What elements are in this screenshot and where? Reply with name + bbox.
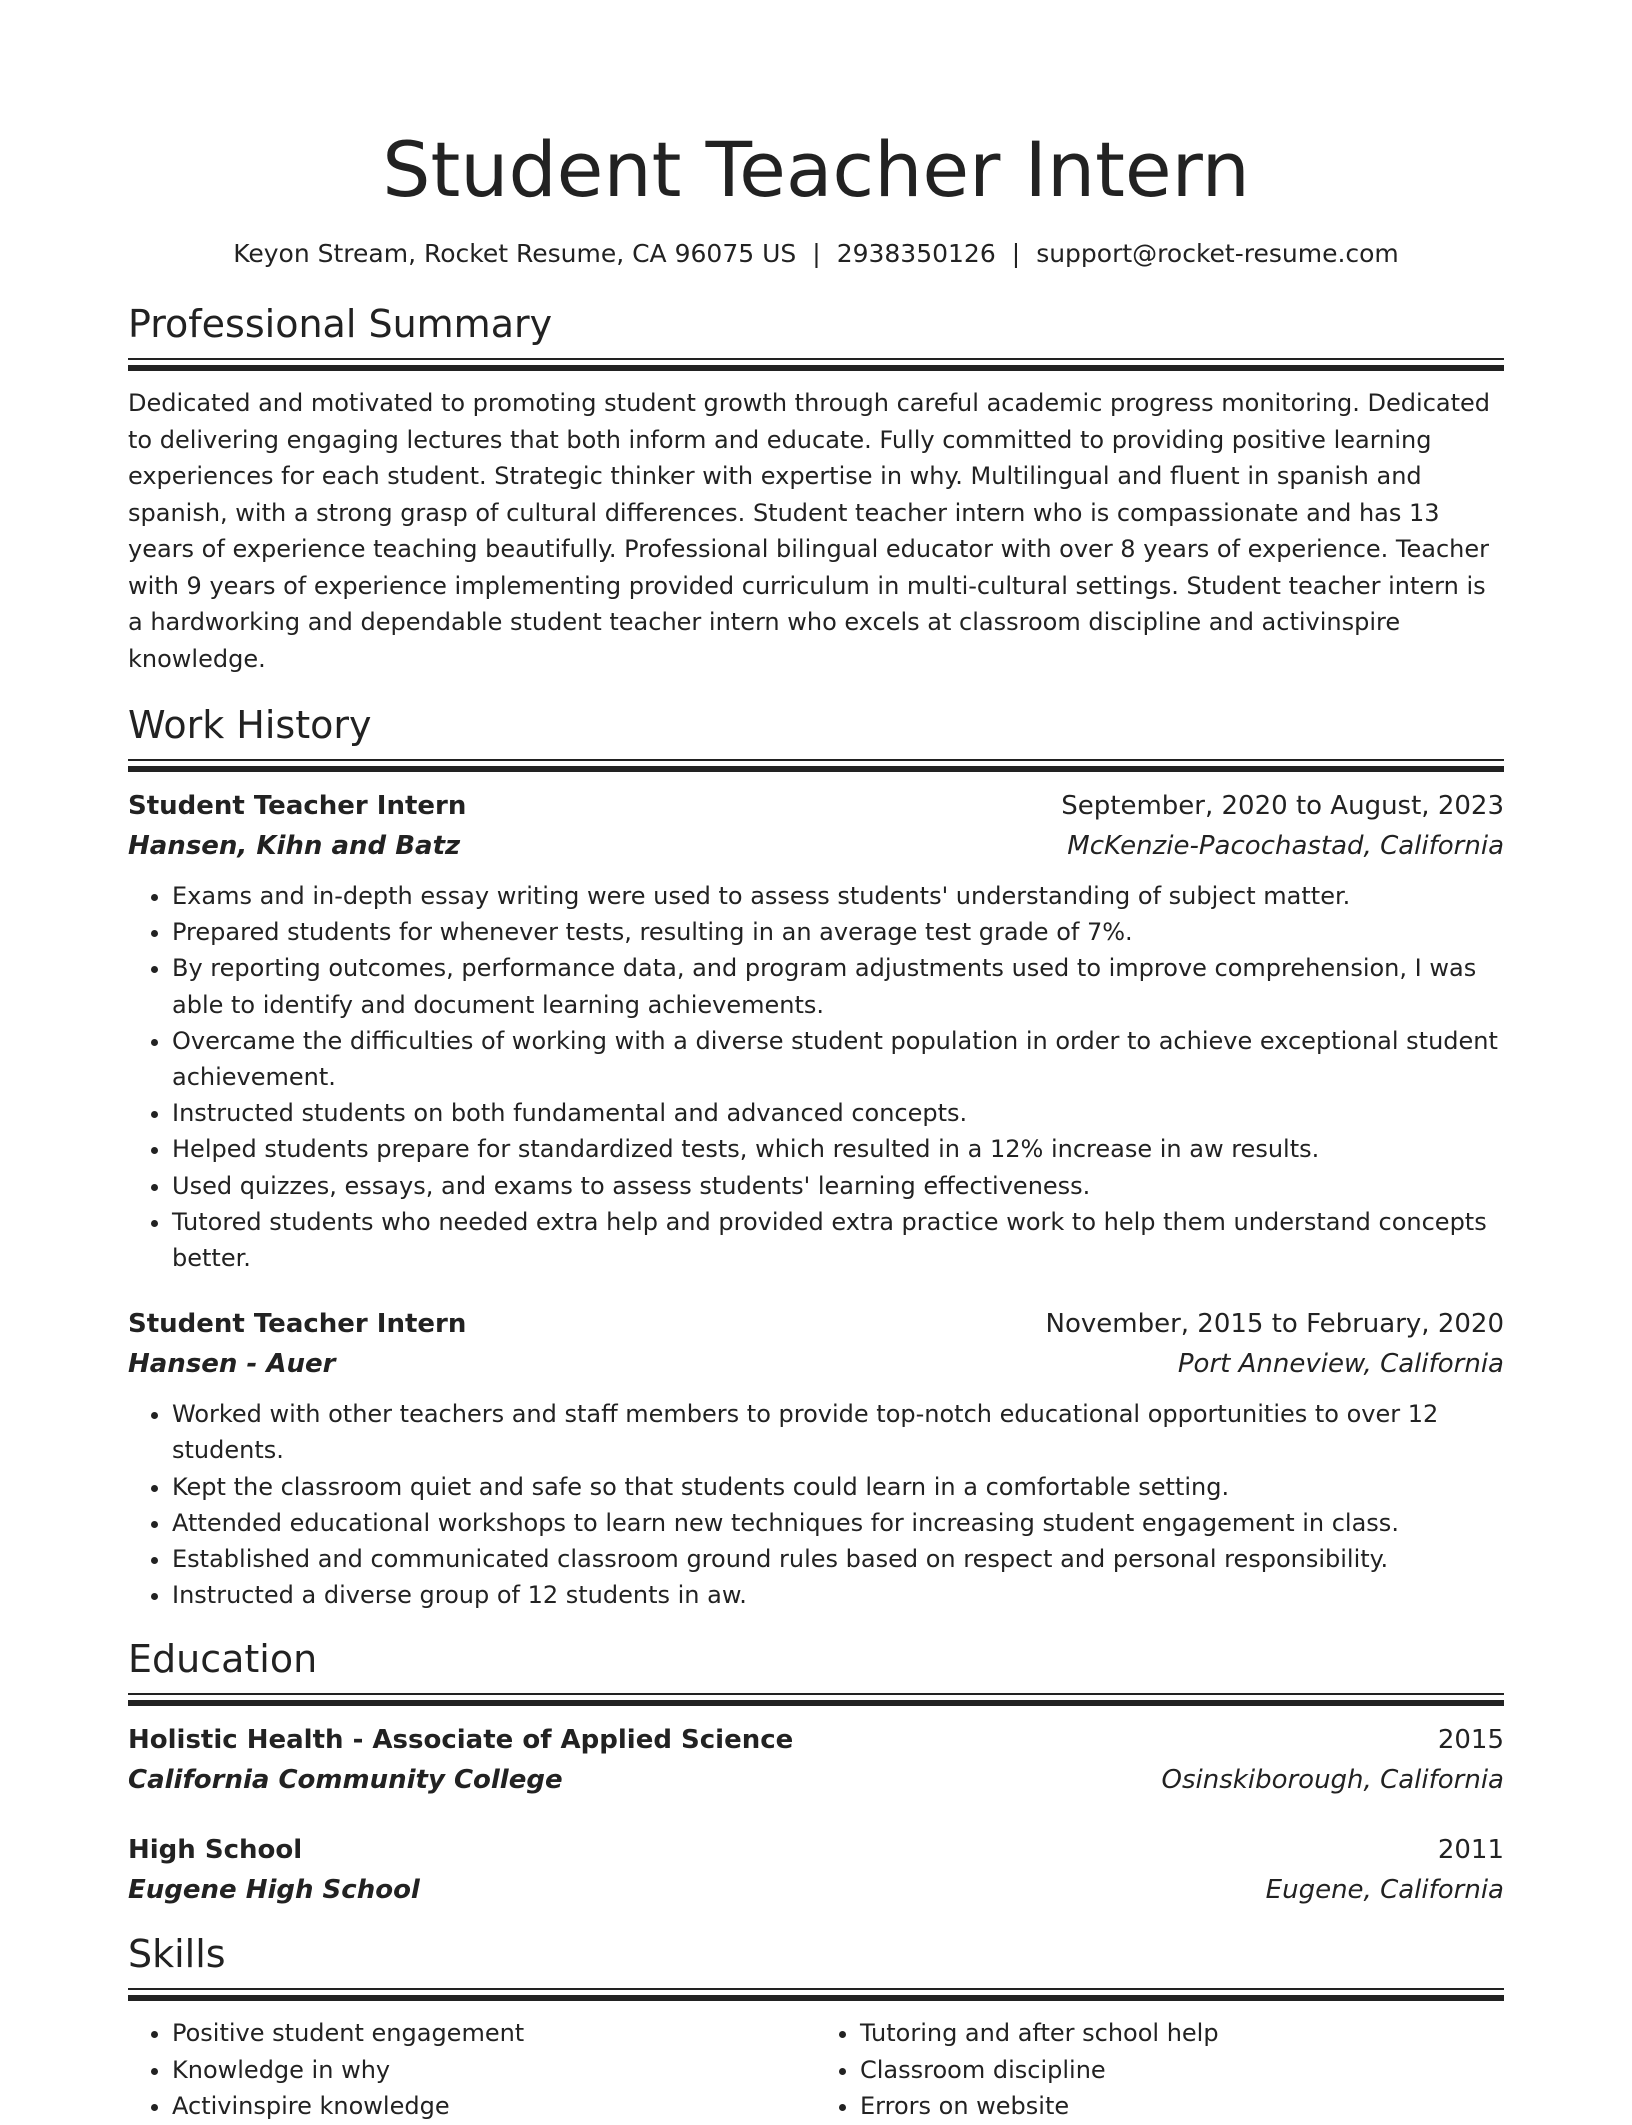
section-title-work: Work History	[128, 703, 372, 747]
contact-separator: |	[812, 239, 821, 268]
education-school: Eugene High School	[128, 1875, 420, 1906]
skill-item: • Knowledge in why	[172, 2052, 816, 2089]
job-bullet: • Instructed a diverse group of 12 students in aw.	[172, 1577, 1504, 1613]
job-dates: November, 2015 to February, 2020	[1045, 1309, 1504, 1340]
education-location: Osinskiborough, California	[1161, 1765, 1504, 1796]
education-header	[128, 1720, 1504, 1760]
education-degree: High School	[128, 1835, 303, 1866]
skills-list-right	[816, 2015, 1504, 2125]
skills-columns	[128, 2015, 1504, 2125]
contact-line	[128, 238, 1504, 270]
resume-page	[128, 0, 1504, 2125]
education-subheader	[128, 1760, 1504, 1800]
job-bullet: • Established and communicated classroom ground rules based on respect and personal responsibility.	[172, 1541, 1504, 1577]
job-location: Port Anneview, California	[1177, 1349, 1504, 1380]
summary-section	[128, 300, 1504, 677]
education-header	[128, 1830, 1504, 1870]
section-divider-thick	[128, 1995, 1504, 2001]
job-bullets	[128, 878, 1504, 1276]
education-school: California Community College	[128, 1765, 563, 1796]
job-bullet: • Attended educational workshops to learn new techniques for increasing student engagement in class.	[172, 1505, 1504, 1541]
section-divider	[128, 1988, 1504, 1990]
summary-text: Dedicated and motivated to promoting student growth through careful academic progress monitoring. Dedicated to delivering engaging lectures that both inform and educate. Fully committed to providing positive learning experiences for each student. Strategic thinker with expertise in why. Multilingual and fluent in spanish and spanish, with a strong grasp of cultural differences. Student teacher intern who is compassionate and has 13 years of experience teaching beautifully. Professional bilingual educator with over 8 years of experience. Teacher with 9 years of experience implementing provided curriculum in multi-cultural settings. Student teacher intern is a hardworking and dependable student teacher intern who excels at classroom discipline and activinspire knowledge.	[128, 389, 1491, 673]
job-header	[128, 1304, 1504, 1344]
contact-email: support@rocket-resume.com	[1036, 239, 1399, 268]
education-entry	[128, 1720, 1504, 1800]
section-divider	[128, 358, 1504, 360]
education-section	[128, 1635, 1504, 1910]
job-title: Student Teacher Intern	[128, 791, 467, 821]
job-bullet: • Overcame the difficulties of working with a diverse student population in order to achieve exceptional student achievement.	[172, 1023, 1504, 1095]
job-subheader	[128, 826, 1504, 866]
job-company: Hansen, Kihn and Batz	[128, 831, 461, 861]
job-bullet: • Prepared students for whenever tests, resulting in an average test grade of 7%.	[172, 914, 1504, 950]
education-location: Eugene, California	[1265, 1875, 1504, 1906]
job-bullets	[128, 1396, 1504, 1613]
job-title: Student Teacher Intern	[128, 1309, 467, 1340]
job-location: McKenzie-Pacochastad, California	[1067, 831, 1504, 861]
job-bullet: • Kept the classroom quiet and safe so that students could learn in a comfortable setting.	[172, 1469, 1504, 1505]
skills-list-left	[128, 2015, 816, 2125]
section-title-education: Education	[128, 1637, 318, 1682]
job-dates: September, 2020 to August, 2023	[1061, 791, 1504, 821]
job-bullet: • By reporting outcomes, performance data, and program adjustments used to improve comprehension, I was able to identify and document learning achievements.	[172, 950, 1504, 1022]
skill-item: • Classroom discipline	[860, 2052, 1504, 2089]
skill-item: • Tutoring and after school help	[860, 2015, 1504, 2052]
contact-phone: 2938350126	[836, 239, 996, 268]
skill-item: • Positive student engagement	[172, 2015, 816, 2052]
job-subheader	[128, 1344, 1504, 1384]
contact-separator: |	[1011, 239, 1021, 268]
section-title-summary: Professional Summary	[128, 302, 553, 346]
job-bullet: • Used quizzes, essays, and exams to assess students' learning effectiveness.	[172, 1168, 1504, 1204]
section-divider	[128, 759, 1504, 761]
section-title-skills: Skills	[128, 1932, 226, 1977]
section-divider-thick	[128, 365, 1504, 371]
job-bullet: • Helped students prepare for standardized tests, which resulted in a 12% increase in aw results.	[172, 1131, 1504, 1167]
section-divider-thick	[128, 1700, 1504, 1706]
job-entry	[128, 786, 1504, 1276]
job-bullet: • Tutored students who needed extra help and provided extra practice work to help them understand concepts better.	[172, 1204, 1504, 1276]
job-bullet: • Worked with other teachers and staff members to provide top-notch educational opportunities to over 12 students.	[172, 1396, 1504, 1468]
education-subheader	[128, 1870, 1504, 1910]
skill-item: • Activinspire knowledge	[172, 2088, 816, 2125]
job-entry	[128, 1304, 1504, 1613]
education-entry	[128, 1830, 1504, 1910]
work-history-section	[128, 701, 1504, 1613]
education-year: 2011	[1437, 1835, 1504, 1866]
skill-item: • Errors on website	[860, 2088, 1504, 2125]
job-bullet: • Instructed students on both fundamental and advanced concepts.	[172, 1095, 1504, 1131]
section-divider-thick	[128, 766, 1504, 772]
resume-name: Student Teacher Intern	[382, 125, 1250, 214]
section-divider	[128, 1693, 1504, 1695]
contact-address: Keyon Stream, Rocket Resume, CA 96075 US	[233, 239, 797, 268]
job-bullet: • Exams and in-depth essay writing were used to assess students' understanding of subject matter.	[172, 878, 1504, 914]
education-year: 2015	[1437, 1725, 1504, 1756]
job-company: Hansen - Auer	[128, 1349, 336, 1380]
job-header	[128, 786, 1504, 826]
skills-section	[128, 1930, 1504, 2125]
education-degree: Holistic Health - Associate of Applied Science	[128, 1725, 794, 1756]
